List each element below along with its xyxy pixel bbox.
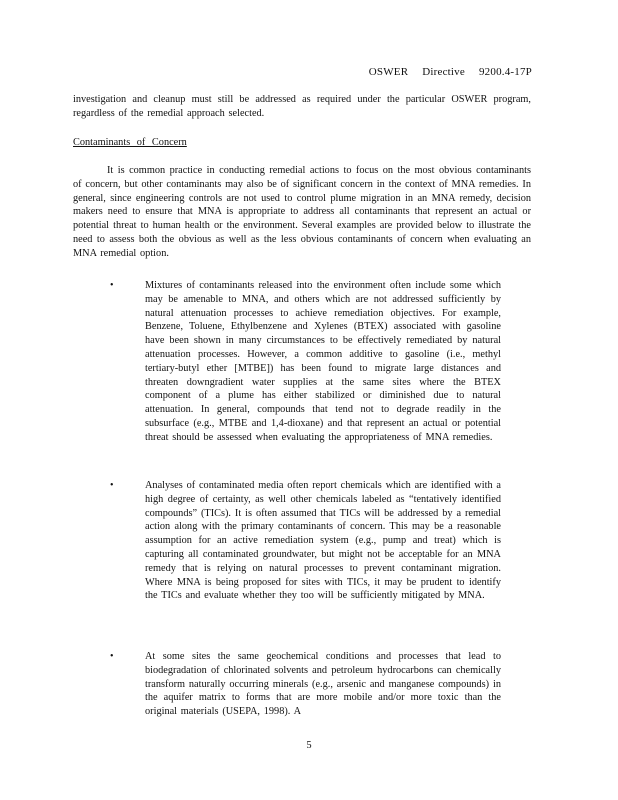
header-number: 9200.4-17P [478, 66, 532, 78]
bullet-text: At some sites the same geochemical conditions and processes that lead to biodegradation of chlorinated solvents and petroleum hydrocarbons can chemically transform naturally occurring minerals (e.g., arsenic and manganese compounds) in the aquifer matrix to forms that are more mobile and/or more toxic than the original materials (USEPA, 1998). A [145, 651, 501, 718]
bullet-icon: • [110, 280, 114, 291]
bullet-text: Analyses of contaminated media often report chemicals which are identified with a high degree of certainty, as well other chemicals labeled as “tentatively identified compounds” (TICs). It is often assumed that TICs will be addressed by a remedial action along with the primary contaminants of concern. This may be a reasonable assumption for an active remediation system (e.g., pump and treat) which is capturing all contaminated groundwater, but might not be acceptable for an MNA remedy that is relying on natural processes to prevent contaminant migration. Where MNA is being proposed for sites with TICs, it may be prudent to identify the TICs and evaluate whether they too will be sufficiently mitigated by MNA. [145, 480, 501, 602]
intro-paragraph: investigation and cleanup must still be addressed as required under the particular OSWER program, regardless of the remedial approach selected. [73, 94, 531, 119]
section-heading: Contaminants of Concern [73, 137, 187, 148]
bullet-text: Mixtures of contaminants released into the environment often include some which may be amenable to MNA, and others which are not addressed sufficiently by natural attenuation processes to achieve remediation objectives. For example, Benzene, Toluene, Ethylbenzene and Xylenes (BTEX) associated with gasoline have been shown in many circumstances to be effectively remediated by natural attenuation processes. However, a common additive to gasoline (i.e., methyl tertiary-butyl ether [MTBE]) has been found to migrate large distances and threaten downgradient water supplies at the same sites where the BTEX component of a plume has either stabilized or diminished due to natural attenuation. In general, compounds that tend not to degrade readily in the subsurface (e.g., MTBE and 1,4-dioxane) and that represent an actual or potential threat should be assessed when evaluating the appropriateness of MNA remedies. [145, 280, 501, 443]
page-number: 5 [306, 740, 312, 751]
bullet-icon: • [110, 651, 114, 662]
bullet-icon: • [110, 480, 114, 491]
header-label: Directive [422, 66, 465, 78]
directive-header [355, 66, 532, 78]
main-paragraph: It is common practice in conducting remedial actions to focus on the most obvious contaminants of concern, but other contaminants may also be of significant concern in the context of MNA remedies. In general, since engineering controls are not used to control plume migration in an MNA remedy, decision makers need to ensure that MNA is appropriate to address all contaminants that represent an actual or potential threat to human health or the environment. Several examples are provided below to illustrate the need to assess both the obvious as well as the less obvious contaminants of concern when evaluating an MNA remedial option. [73, 165, 531, 259]
header-org: OSWER [368, 66, 409, 78]
